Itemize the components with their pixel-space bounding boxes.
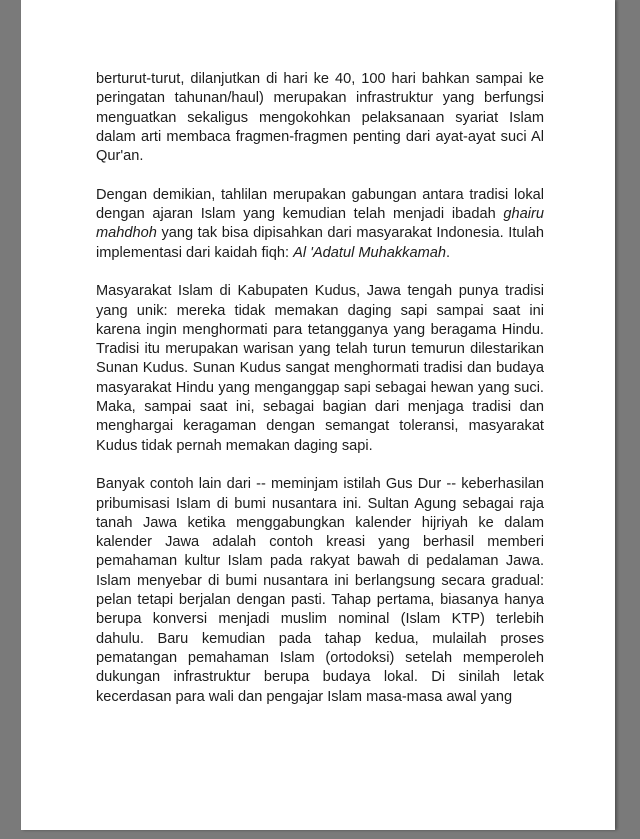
page-body <box>96 70 544 726</box>
paragraph-2-italic-maxim: Al 'Adatul Muhakkamah <box>293 244 446 261</box>
paragraph-4 <box>96 475 544 707</box>
paragraph-1-text: berturut-turut, dilanjutkan di hari ke 40, 100 hari bahkan sampai ke peringatan tahunan/haul) merupakan infrastruktur yang berfungsi menguatkan sekaligus mengokohkan pelaksanaan syariat Islam dalam arti membaca fragmen-fragmen penting dari ayat-ayat suci Al Qur'an. <box>96 71 544 165</box>
paragraph-2-text-a: Dengan demikian, tahlilan merupakan gabungan antara tradisi lokal dengan ajaran Islam yang kemudian telah menjadi ibadah <box>96 186 544 223</box>
paragraph-2-text-c: yang tak bisa dipisahkan dari masyarakat Indonesia. Itulah implementasi dari kaidah fiqh: <box>96 225 544 261</box>
paragraph-1 <box>96 70 544 166</box>
paragraph-2 <box>96 186 544 263</box>
paragraph-4-text: Banyak contoh lain dari -- meminjam istilah Gus Dur -- keberhasilan pribumisasi Islam di bumi nusantara ini. Sultan Agung sebagai raja tanah Jawa ketika menggabungkan kalender hijriyah ke dalam kalender Jawa adalah contoh kreasi yang berhasil memberi pemahaman kultur Islam pada rakyat bawah di pedalaman Jawa. Islam menyebar di bumi nusantara ini berlangsung secara gradual: pelan tetapi berjalan dengan pasti. Tahap pertama, biasanya hanya berupa konversi menjadi muslim nominal (Islam KTP) terlebih dahulu. Baru kemudian pada tahap kedua, mulailah proses pematangan pemahaman Islam (ortodoksi) setelah memperoleh dukungan infrastruktur berupa budaya lokal. Di sinilah letak kecerdasan para wali dan pengajar Islam masa-masa awal yang <box>96 476 544 705</box>
paragraph-3-text: Masyarakat Islam di Kabupaten Kudus, Jawa tengah punya tradisi yang unik: mereka tidak memakan daging sapi sampai saat ini karena ingin menghormati para tetangganya yang beragama Hindu. Tradisi itu merupakan warisan yang telah turun temurun dilestarikan Sunan Kudus. Sunan Kudus sangat menghormati tradisi dan budaya masyarakat Hindu yang menganggap sapi sebagai hewan yang suci. Maka, sampai saat ini, sebagai bagian dari menjaga tradisi dan menghargai keragaman dengan semangat toleransi, masyarakat Kudus tidak pernah memakan daging sapi. <box>96 283 544 454</box>
paragraph-2-text-e: . <box>445 244 451 261</box>
document-page <box>21 0 615 830</box>
paragraph-2-italic-term: ghairu mahdhoh <box>96 206 544 242</box>
paragraph-3 <box>96 282 544 456</box>
